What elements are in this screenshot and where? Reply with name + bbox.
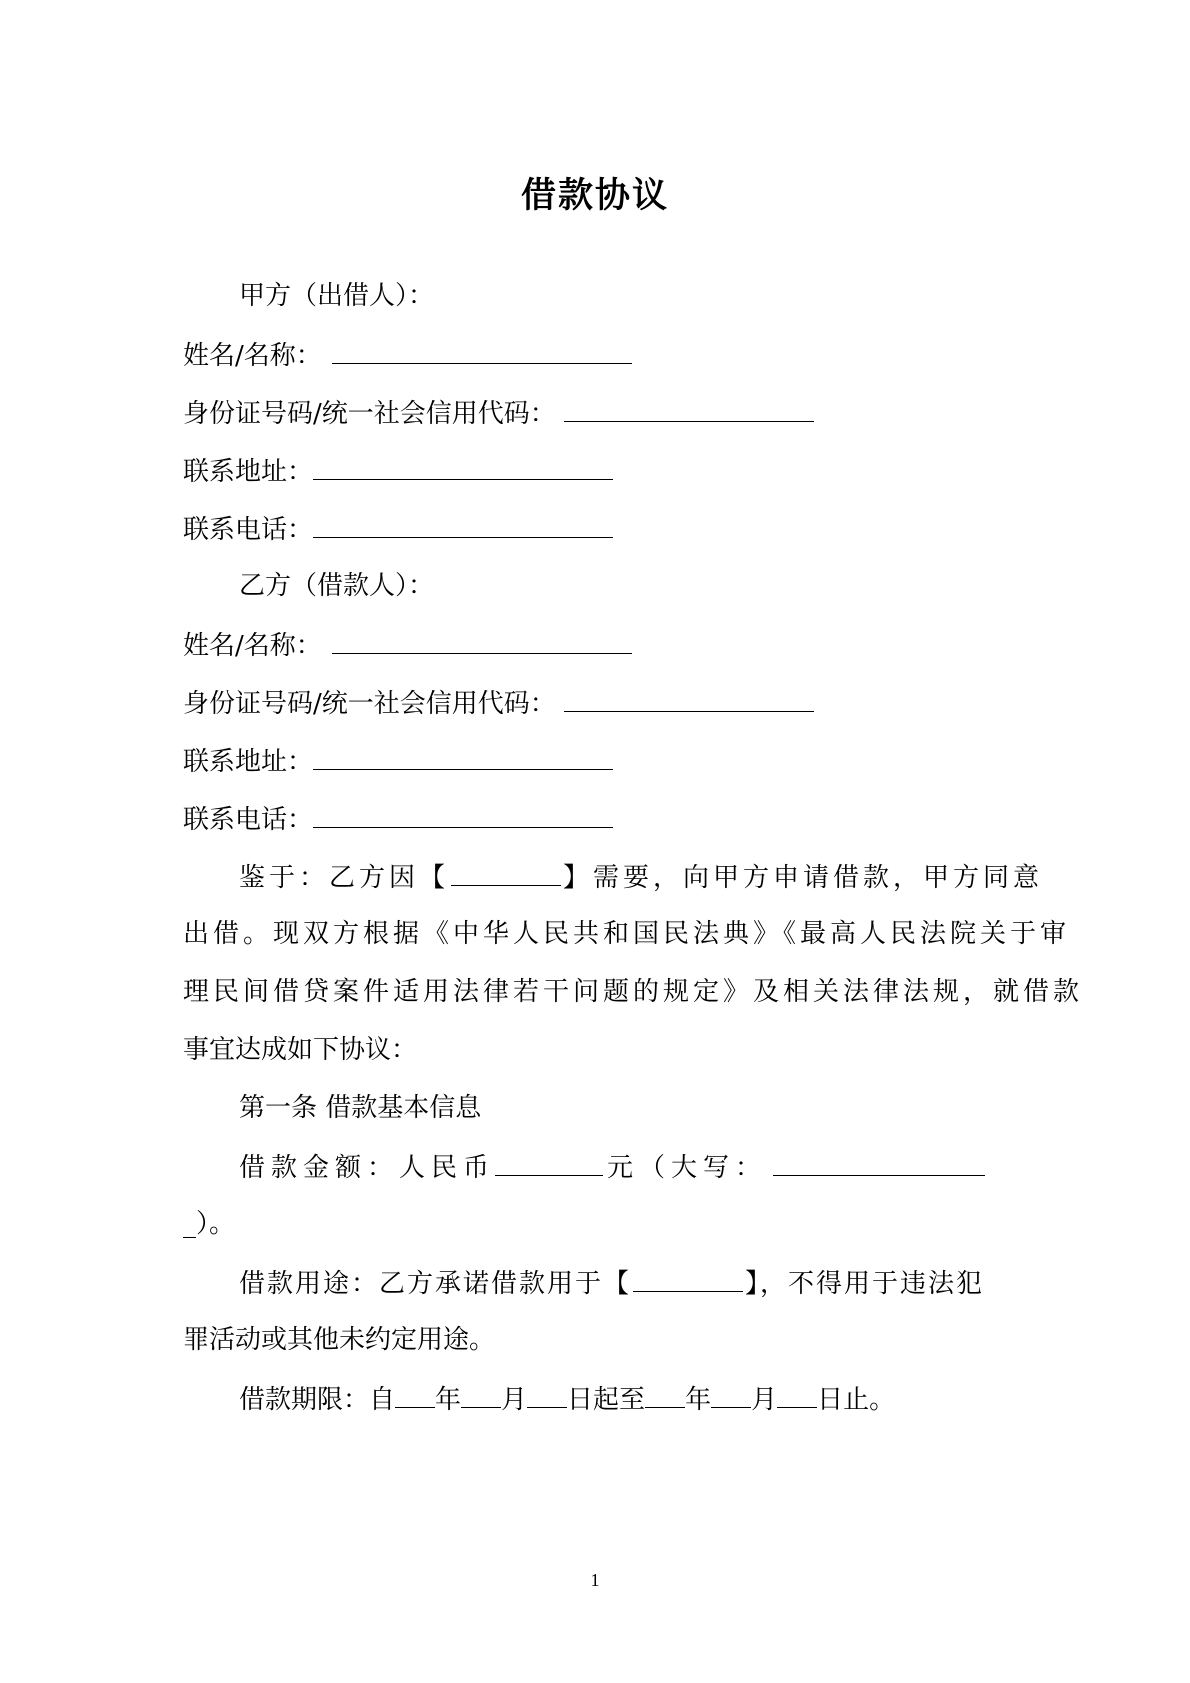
end-month-label: 月: [751, 1385, 778, 1415]
party-a-address-row: [183, 457, 613, 485]
start-day-label: 日起至: [567, 1385, 646, 1415]
party-a-id-row: [183, 399, 814, 427]
loan-purpose-row: [239, 1269, 984, 1297]
party-b-id-label: 身份证号码/统一社会信用代码：: [183, 689, 556, 719]
party-a-id-field[interactable]: [564, 399, 814, 422]
end-day-label: 日止。: [817, 1385, 896, 1415]
amount-close: ）。: [196, 1209, 236, 1239]
party-a-id-label: 身份证号码/统一社会信用代码：: [183, 399, 556, 429]
loan-purpose-text: 】，不得用于违法犯: [745, 1269, 985, 1299]
party-a-phone-label: 联系电话：: [183, 515, 314, 545]
preamble-line-2: 出借。现双方根据《中华人民共和国民法典》《最高人民法院关于审: [183, 919, 1071, 949]
loan-term-label: 借款期限：自: [239, 1385, 396, 1415]
loan-purpose-line-2: 罪活动或其他未约定用途。: [183, 1325, 496, 1355]
party-b-name-label: 姓名/名称：: [183, 631, 322, 661]
page-number: 1: [590, 1570, 600, 1590]
party-b-phone-label: 联系电话：: [183, 805, 314, 835]
party-b-heading: 乙方（借款人）：: [239, 571, 435, 601]
party-b-address-field[interactable]: [313, 747, 613, 770]
party-a-name-row: [183, 341, 632, 369]
party-b-id-row: [183, 689, 814, 717]
party-b-address-label: 联系地址：: [183, 747, 314, 777]
party-a-heading: 甲方（出借人）：: [239, 281, 435, 311]
amount-uppercase-field[interactable]: [773, 1153, 985, 1176]
party-a-name-field[interactable]: [332, 341, 632, 364]
need-reason-field[interactable]: [451, 863, 561, 886]
party-b-id-field[interactable]: [564, 689, 814, 712]
loan-purpose-label: 借款用途：乙方承诺借款用于【: [239, 1269, 632, 1299]
preamble-line-3: 理民间借贷案件适用法律若干问题的规定》及相关法律法规，就借款: [183, 977, 1084, 1007]
end-year-field[interactable]: [645, 1385, 685, 1408]
party-b-phone-row: [183, 805, 613, 833]
end-year-label: 年: [685, 1385, 712, 1415]
start-day-field[interactable]: [527, 1385, 567, 1408]
party-b-name-row: [183, 631, 632, 659]
amount-blank-tail: _: [183, 1209, 196, 1239]
party-a-address-label: 联系地址：: [183, 457, 314, 487]
party-a-phone-field[interactable]: [313, 515, 613, 538]
party-a-phone-row: [183, 515, 613, 543]
party-a-address-field[interactable]: [313, 457, 613, 480]
loan-amount-field[interactable]: [495, 1153, 603, 1176]
loan-purpose-field[interactable]: [633, 1269, 743, 1292]
preamble-line-1: [239, 863, 1043, 891]
loan-amount-label: 借款金额：人民币: [239, 1153, 496, 1183]
preamble-text-b: 】需要，向甲方申请借款，甲方同意: [563, 863, 1044, 893]
party-b-name-field[interactable]: [332, 631, 632, 654]
amount-uppercase-label: 元（大写：: [607, 1153, 768, 1183]
start-month-field[interactable]: [461, 1385, 501, 1408]
end-month-field[interactable]: [711, 1385, 751, 1408]
preamble-text-a: 鉴于：乙方因【: [239, 863, 450, 893]
preamble-line-4: 事宜达成如下协议：: [183, 1035, 418, 1065]
loan-amount-row-end: [183, 1211, 235, 1237]
start-month-label: 月: [501, 1385, 528, 1415]
loan-amount-row: [239, 1153, 985, 1181]
article-1-heading: 第一条 借款基本信息: [239, 1093, 482, 1123]
start-year-label: 年: [435, 1385, 462, 1415]
party-b-phone-field[interactable]: [313, 805, 613, 828]
end-day-field[interactable]: [777, 1385, 817, 1408]
document-title: 借款协议: [520, 176, 669, 216]
party-a-name-label: 姓名/名称：: [183, 341, 322, 371]
loan-term-row: [239, 1385, 895, 1413]
party-b-address-row: [183, 747, 613, 775]
start-year-field[interactable]: [395, 1385, 435, 1408]
